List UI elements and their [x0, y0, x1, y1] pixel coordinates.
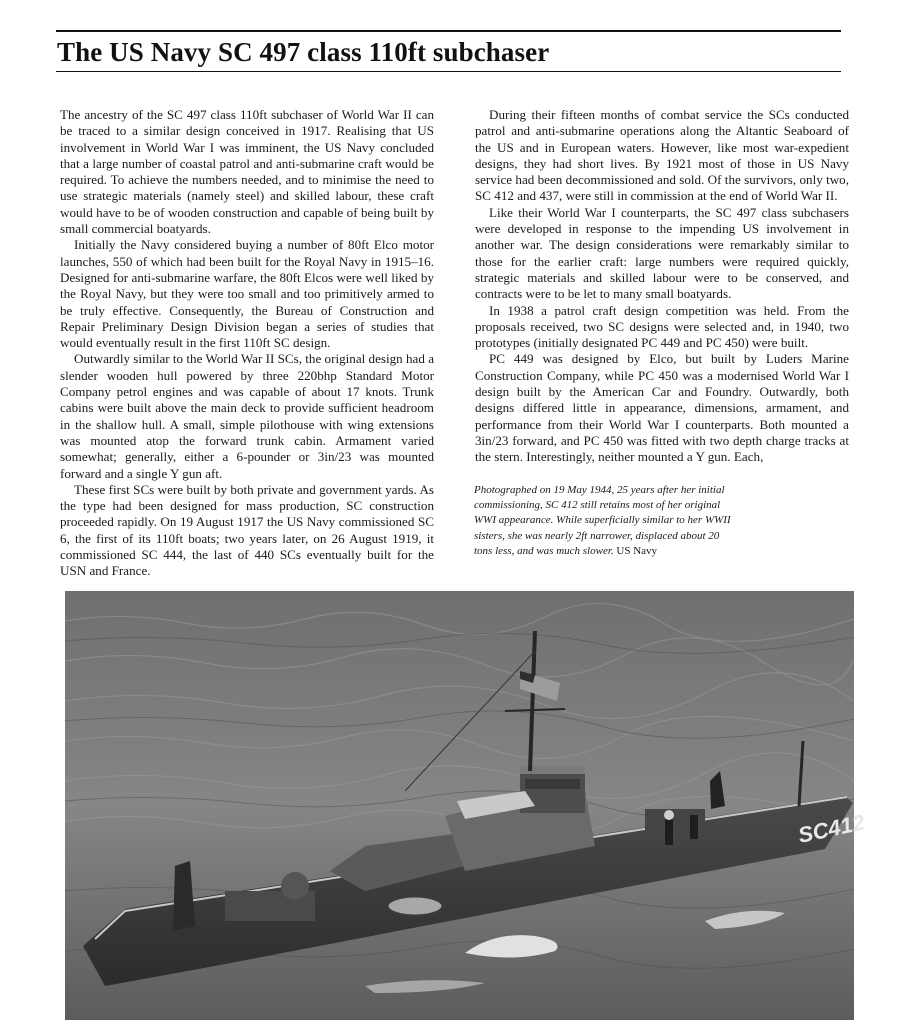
hull-marking: SC412 — [795, 809, 867, 848]
caption-credit: US Navy — [616, 544, 658, 557]
paragraph: Outwardly similar to the World War II SCs, the original design had a slender wooden hull powered by three 220bhp Standard Motor Company petrol engines and was capable of about 17 knots. Trunk cabins were built above the main deck to provide sufficient headroom in the shallow hull. A small, simple pilothouse with wing extensions was mounted atop the forward trunk cabin. Armament varied somewhat; generally, either a 6-pounder or 3in/23 was mounted forward and a single Y gun aft. — [60, 351, 434, 481]
paragraph: In 1938 a patrol craft design competition was held. From the proposals received, two SC designs were selected and, in 1940, two prototypes (initially designated PC 449 and PC 450) were built. — [475, 302, 849, 351]
paragraph: PC 449 was designed by Elco, but built by Luders Marine Construction Company, while PC 450 was a modernised World War I design built by the American Car and Foundry. Outwardly, both designs differed little in appearance, dimensions, armament, and performance from their World War I counterparts. Both mounted a 3in/23 forward, and PC 450 was fitted with two depth charge tracks at the stern. Interestingly, neither mounted a Y gun. Each, — [475, 351, 849, 465]
paragraph: The ancestry of the SC 497 class 110ft subchaser of World War II can be traced to a similar design conceived in 1917. Realising that US involvement in World War I was imminent, the US Navy concluded that a large number of coastal patrol and anti-submarine craft would be required. To achieve the numbers needed, and to minimise the need to use strategic materials (namely steel) and skilled labour, these craft would have to be of wooden construction and capable of being built by small commercial boatyards. — [60, 107, 434, 237]
title-rule-bottom — [56, 71, 841, 72]
paragraph: During their fifteen months of combat service the SCs conducted patrol and anti-submarine operations along the Altantic Seaboard of the US and in European waters. However, like most war-expedient designs, they had short lives. By 1921 most of those in US Navy service had been decommissioned and sold. Of the survivors, only two, SC 412 and 437, were still in commission at the end of World War II. — [475, 107, 849, 204]
subchaser-photo — [65, 591, 867, 1020]
photo-caption — [474, 483, 739, 559]
subchaser-photo-illustration — [65, 591, 867, 1020]
title-rule-top — [56, 30, 841, 32]
paragraph: Like their World War I counterparts, the SC 497 class subchasers were developed in response to the impending US involvement in another war. The design considerations were remarkably similar to those for the earlier craft: large numbers were required quickly, strategic materials and skilled labour were to be conserved, and contracts were to be let to many small boatyards. — [475, 204, 849, 302]
paragraph: These first SCs were built by both private and government yards. As the type had been designed for mass production, SC construction proceeded rapidly. On 19 August 1917 the US Navy commissioned SC 6, the first of its 110ft boats; two years later, on 26 August 1919, it commissioned SC 444, the last of 440 SCs eventually built for the USN and France. — [60, 481, 434, 579]
paragraph: Initially the Navy considered buying a number of 80ft Elco motor launches, 550 of which had been built for the Royal Navy in 1915–16. Designed for anti-submarine warfare, the 80ft Elcos were well liked by the Royal Navy, but they were too small and too primitively armed to be truly effective. Consequently, the Bureau of Construction and Repair Preliminary Design Division began a series of studies that would eventually result in the first 110ft SC design. — [60, 237, 434, 351]
caption-text: Photographed on 19 May 1944, 25 years after her initial commissioning, SC 412 still retains most of her original WWI appearance. While superficially similar to her WWII sisters, she was nearly 2ft narrower, displaced about 20 tons less, and was much slower. — [474, 484, 731, 557]
article-title: The US Navy SC 497 class 110ft subchaser — [57, 37, 550, 67]
left-column — [60, 107, 434, 580]
right-column — [475, 107, 849, 466]
